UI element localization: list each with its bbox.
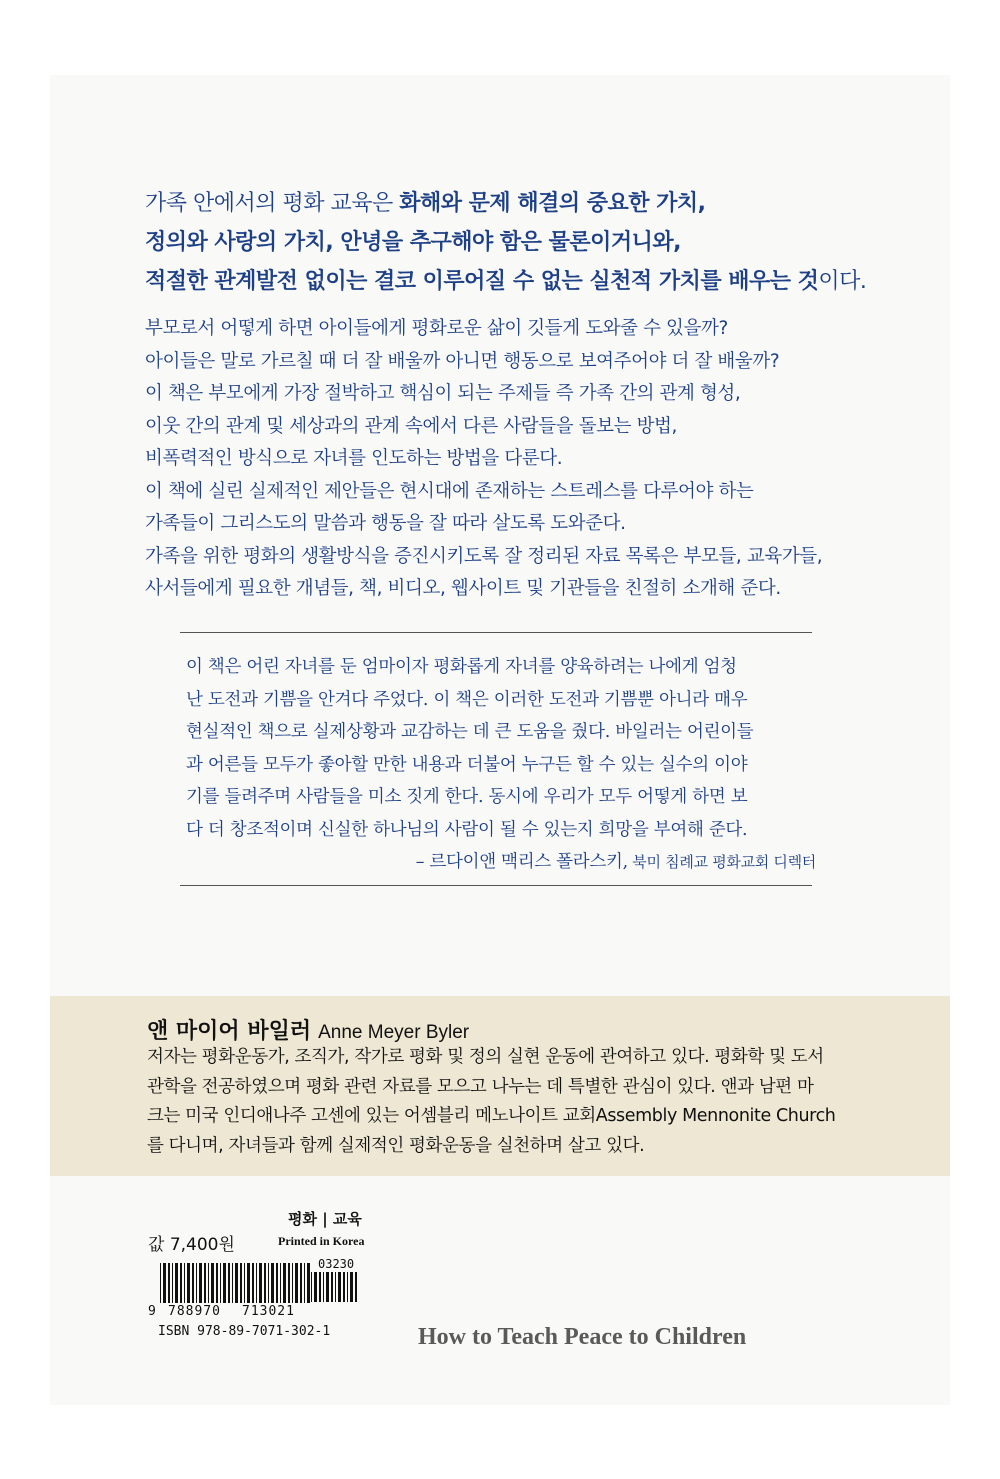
barcode-bar <box>247 1263 250 1303</box>
barcode-bar <box>355 1272 357 1302</box>
barcode-bar <box>172 1263 173 1303</box>
author-bio <box>147 1043 877 1161</box>
quote-bottom-divider <box>180 885 812 886</box>
barcode-bar <box>187 1263 190 1303</box>
barcode-bar <box>232 1263 233 1303</box>
barcode-bar <box>338 1272 341 1302</box>
author-bio-line: 저자는 평화운동가, 조직가, 작가로 평화 및 정의 실현 운동에 관여하고 있다. 평화학 및 도서 <box>147 1047 824 1067</box>
barcode-bar <box>295 1263 298 1303</box>
lead-emphasis: 정의와 사랑의 가치, 안녕을 추구해야 함은 물론이거니와, <box>145 230 681 255</box>
quote-line: 다 더 창조적이며 신실한 하나님의 사람이 될 수 있는지 희망을 부여해 준다. <box>186 819 748 840</box>
lead-paragraph <box>145 184 885 301</box>
barcode-bar <box>208 1263 209 1303</box>
barcode-bar <box>252 1263 254 1303</box>
description-line: 가족을 위한 평화의 생활방식을 증진시키도록 잘 정리된 자료 목록은 부모들, 교육가들, <box>145 545 823 567</box>
barcode-bar <box>300 1263 302 1303</box>
barcode-bar <box>259 1263 262 1303</box>
author-name-korean: 앤 마이어 바일러 <box>147 1019 312 1044</box>
author-heading <box>147 1014 469 1045</box>
barcode-bar <box>220 1263 221 1303</box>
barcode-bar <box>307 1263 310 1303</box>
author-name-english: Anne Meyer Byler <box>318 1022 470 1043</box>
barcode-bar <box>347 1272 348 1302</box>
barcode-bar <box>271 1263 274 1303</box>
barcode-bar <box>326 1272 329 1302</box>
endorsement-quote <box>186 651 816 879</box>
barcode-bar <box>199 1263 202 1303</box>
description-line: 가족들이 그리스도의 말씀과 행동을 잘 따라 살도록 도와준다. <box>145 513 626 534</box>
barcode-bar <box>204 1263 206 1303</box>
barcode-bar <box>311 1272 312 1302</box>
author-bio-line: 를 다니며, 자녀들과 함께 실제적인 평화운동을 실천하며 살고 있다. <box>147 1135 645 1156</box>
barcode-bar <box>331 1272 333 1302</box>
description-line: 이웃 간의 관계 및 세상과의 관계 속에서 다른 사람들을 돌보는 방법, <box>145 415 678 437</box>
quote-line: 이 책은 어린 자녀를 둔 엄마이자 평화롭게 자녀를 양육하려는 나에게 엄청 <box>186 657 737 677</box>
isbn-number: ISBN 978-89-7071-302-1 <box>158 1324 331 1339</box>
author-bio-line: 크는 미국 인디애나주 고센에 있는 어셈블리 메노나이트 교회Assembly Mennonite Church <box>147 1106 836 1126</box>
barcode-bar <box>235 1263 238 1303</box>
barcode-bar <box>323 1272 324 1302</box>
lead-emphasis: 적절한 관계발전 없이는 결코 이루어질 수 없는 실천적 가치를 배우는 것 <box>145 269 819 294</box>
barcode-bar <box>343 1272 345 1302</box>
barcode-bar <box>211 1263 214 1303</box>
barcode-bar <box>283 1263 286 1303</box>
barcode-bar <box>268 1263 269 1303</box>
description-line: 부모로서 어떻게 하면 아이들에게 평화로운 삶이 깃들게 도와줄 수 있을까? <box>145 318 728 339</box>
barcode-bar <box>280 1263 281 1303</box>
barcode-bar <box>288 1263 290 1303</box>
barcode-bar <box>216 1263 218 1303</box>
barcode-bar <box>350 1272 353 1302</box>
lead-line-2 <box>145 223 885 262</box>
printed-in-label: Printed in Korea <box>278 1234 365 1248</box>
description-line: 이 책은 부모에게 가장 절박하고 핵심이 되는 주제들 즉 가족 간의 관계 형성, <box>145 383 741 404</box>
barcode-bar <box>160 1263 161 1303</box>
quote-line: 기를 들려주며 사람들을 미소 짓게 한다. 동시에 우리가 모두 어떻게 하면 보 <box>186 787 748 807</box>
description-line: 아이들은 말로 가르칠 때 더 잘 배울까 아니면 행동으로 보여주어야 더 잘 배울까? <box>145 350 780 372</box>
quote-line: 과 어른들 모두가 좋아할 만한 내용과 더불어 누구든 할 수 있는 실수의 이야 <box>186 754 748 775</box>
ean-left-digits: 788970 <box>168 1304 221 1319</box>
english-title: How to Teach Peace to Children <box>418 1324 747 1350</box>
author-bio-line: 관학을 전공하였으며 평화 관련 자료를 모으고 나누는 데 특별한 관심이 있다. 앤과 남편 마 <box>147 1076 814 1097</box>
attribution-role: 북미 침례교 평화교회 디렉터 <box>627 853 816 871</box>
barcode-bar <box>184 1263 185 1303</box>
description-line: 이 책에 실린 실제적인 제안들은 현시대에 존재하는 스트레스를 다루어야 하는 <box>145 480 754 502</box>
ean-right-digits: 713021 <box>242 1304 295 1319</box>
barcode-bar <box>335 1272 336 1302</box>
barcode-bar <box>168 1263 170 1303</box>
quote-top-divider <box>180 632 812 633</box>
quote-line: 난 도전과 기쁨을 안겨다 주었다. 이 책은 이러한 도전과 기쁨뿐 아니라 매우 <box>186 689 748 710</box>
barcode-bar <box>240 1263 242 1303</box>
description-paragraph <box>145 313 885 606</box>
barcode-bar <box>180 1263 182 1303</box>
barcode-bar <box>264 1263 266 1303</box>
addon-barcode <box>311 1272 359 1306</box>
barcode-bar <box>319 1272 321 1302</box>
lead-emphasis: 화해와 문제 해결의 중요한 가치, <box>399 191 706 216</box>
price-label: 값 7,400원 <box>148 1235 235 1255</box>
barcode-bar <box>256 1263 257 1303</box>
ean-first-digit: 9 <box>148 1304 157 1319</box>
barcode-bar <box>163 1263 166 1303</box>
barcode-bar <box>276 1263 278 1303</box>
barcode-bar <box>175 1263 178 1303</box>
lead-text: 이다. <box>818 269 867 294</box>
lead-line-1 <box>145 184 885 223</box>
quote-line: 현실적인 책으로 실제상황과 교감하는 데 큰 도움을 줬다. 바일러는 어린이들 <box>186 722 754 742</box>
barcode-bar <box>228 1263 230 1303</box>
lead-text: 가족 안에서의 평화 교육은 <box>145 191 400 216</box>
quote-attribution <box>186 846 816 879</box>
isbn-barcode <box>160 1263 310 1307</box>
barcode-bar <box>314 1272 317 1302</box>
barcode-bar <box>192 1263 194 1303</box>
barcode-bar <box>304 1263 305 1303</box>
description-line: 사서들에게 필요한 개념들, 책, 비디오, 웹사이트 및 기관들을 친절히 소개해 준다. <box>145 578 781 599</box>
barcode-bar <box>292 1263 293 1303</box>
category-label: 평화 | 교육 <box>288 1210 362 1228</box>
description-line: 비폭력적인 방식으로 자녀를 인도하는 방법을 다룬다. <box>145 448 563 469</box>
barcode-bar <box>244 1263 245 1303</box>
attribution-name: – 르다이앤 맥리스 폴라스키, <box>415 852 628 872</box>
barcode-bar <box>223 1263 226 1303</box>
lead-line-3 <box>145 262 885 301</box>
barcode-addon-code: 03230 <box>318 1257 355 1271</box>
barcode-bar <box>196 1263 197 1303</box>
